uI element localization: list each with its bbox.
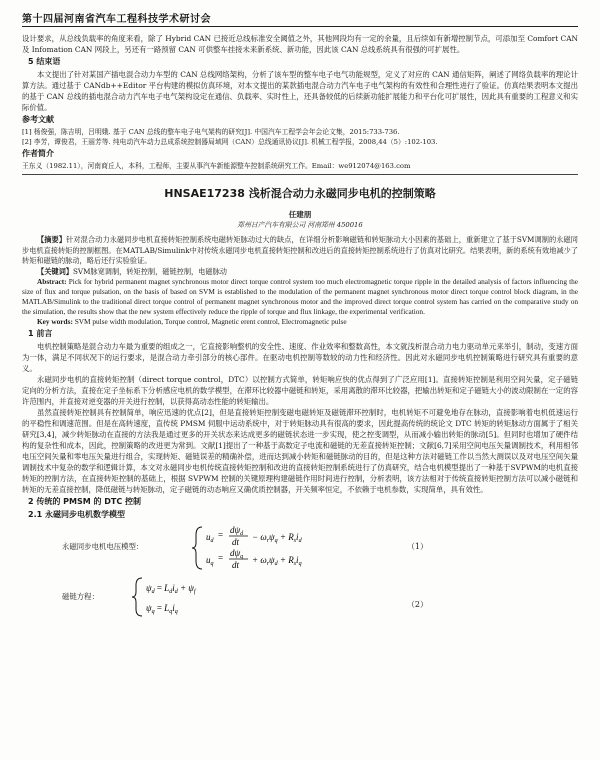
- section-heading: 5 结束语: [28, 57, 61, 66]
- author-bio: 王东义（1982.11），河南商丘人，本科，工程师，主要从事汽车新能源整车控制系统研究工作。Email：we912074@163.com: [22, 161, 578, 175]
- svg-text:=: =: [218, 553, 224, 563]
- keywords-label: 【关键词】: [37, 266, 73, 276]
- section-paragraph: 电机控制策略是混合动力车最为重要的组成之一，它直接影响整机的安全性、速度、作业效率和整数高性，本文就浅析混合动力电力驱动单元来举引，制动，变速方面为一体，满足不同状况下的运行要求，是混合动力牵引部分的核心部件。在驱动电机控制等数较的动力性和经济性。因此对永磁同步电机控制策略进行研究具有重要的意义。: [22, 342, 578, 373]
- references-heading: 参考文献: [22, 115, 54, 124]
- abstract-en: [22, 277, 578, 327]
- abstract-en-label: Abstract:: [37, 277, 67, 286]
- svg-text:+ ωrψd + Rsiq: + $\omega_r\psi_d + R_si_q$: [252, 555, 302, 567]
- svg-text:dψd: $d\psi_d$: [230, 525, 244, 537]
- paper-title: HNSAE17238 浅析混合动力永磁同步电机的控制策略: [164, 187, 436, 200]
- reference-item: [1] 杨俊强，陈吉明，吕明娥. 基于 CAN 总线的整车电子电气架构的研究[J]. 中国汽车工程学会年会论文集，2015:733-736.: [22, 128, 400, 136]
- svg-text:dt: dt: [232, 560, 240, 570]
- section-paragraph: 虽然直接转矩控制具有控制简单，响应迅速的优点[2]，但是直接转矩控制变磁电磁转矩及磁链滞环控制时，电机转矩不可避免地存在脉动，直接影响着电机低速运行的平稳性和调速范围。但是在高转速度，直传统 PMSM 伺服中运动系统中，对于转矩脉动具有很高的要求，因此提高传统的统论文 DTC 转矩的转矩脉动方面属于了相关研究[3,4]，减少转矩脉动在直接的方法我是通过更多的开关状态来达成更多的磁链状态进一步实现，使之控变调型，从而减小输出转矩的脉动[5]。但同时也增加了硬件结构的复杂性和成本，因此，控制策略的改进更为常到。文献[1]提出了一种基于高数定子电流和磁链的无差直接转矩控制；文献[6,7]采用空间电压矢量调制技术，利用相邻电压空间矢量和零电压矢量进行组合，实现转矩、磁链误差的精确补偿，进而达到减小转矩和磁链脉动的目的，但是这种方法对磁链工作以当然大测误以及对电压空间矢量调制技术中复杂的数学和逻辑计算，本文对永磁同步电机传统直接转矩控制和改进的直接转矩控制系统进行了仿真研究，结合电机模型提出了一种基于SVPWM的电机直接转矩的控制方法，在直接转矩控制的基础上，根据 SVPWM 控制的关键原理构建磁链作用时间进行控制，分析表明，该方法相对于传统直接转矩控制方法可以减小磁链和转矩的无差直接控制，降低磁链与转矩脉动，定子磁链的动态响应又确优质控制器，开关频率恒定，不依赖于电机参数，实现简单，具有效性。: [22, 408, 578, 494]
- abstract-en-text: Pick for hybrid permanent magnet synchronous motor direct torque control system too much electromagnetic torque ripple in the detailed analysis of factors influencing the size of flux and torque pulsation, on the basis of based on SVM is established to the modulation of the permanent magnet synchronous motor direct torque control block diagram, in the MATLAB/Simulink to the traditional direct torque control of permanent magnet synchronous motor and the improved direct torque control system has carried on the comparative study on the simulation, the results show that the new system effectively reduce the ripple of torque and flux linkage, the experimental verification.: [22, 277, 579, 316]
- section-paragraph: 永磁同步电机的直接转矩控制（direct torque control，DTC）以控制方式简单，转矩响应快的优点得到了广泛应用[1]。直接转矩控制是利用空间矢量，定子磁链定向的分析方法，直接在定子坐标系下分析感应电机的数学模型，在滞环比较器中磁链和转矩，采用离散的滞环比较器，把输出转矩和定子磁链大小的波动限制在一定的容许范围内，并直接对逆变器的开关进行控制，以获得高动态性能的转矩输出。: [22, 375, 578, 406]
- prev-conclusion-text: 设计要求，从总线负载率的角度来看，除了 Hybrid CAN 已接近总线标准安全阈值之外，其他网段均有一定的余量，且后续如有新增控制节点，可添加至 Comfort CAN 及 Infomation CAN 网段上，另还有一路预留 CAN 可供整车挂接未来新系统、新功能，因此该 CAN 总线系统具有很强的可扩展性。: [22, 34, 578, 54]
- equation-1: [22, 523, 578, 573]
- svg-text:dt: dt: [232, 537, 240, 547]
- paper-author: 任建朋: [288, 210, 312, 219]
- keywords-text: SVM脉宽调制，转矩控制，磁链控制，电磁脉动: [72, 266, 227, 276]
- section-heading: 2 传统的 PMSM 的 DTC 控制: [28, 497, 142, 506]
- keywords-en-label: Key words:: [37, 317, 73, 326]
- page-body: [22, 33, 578, 621]
- subsection-heading: 2.1 永磁同步电机数学模型: [28, 510, 125, 519]
- equation-label: 磁链方程：: [62, 592, 99, 601]
- svg-text:ud: $u_d$: [206, 532, 214, 544]
- equation-label: 永磁同步电机电压模型：: [62, 542, 144, 551]
- journal-title: 第十四届河南省汽车工程科技学术研讨会: [22, 14, 211, 25]
- journal-header: [22, 6, 578, 27]
- voltage-equation: [192, 523, 382, 573]
- section-heading: 1 前言: [28, 329, 53, 338]
- abstract-label: 【摘要】: [37, 235, 67, 244]
- equation-number: （1）: [406, 542, 428, 551]
- equation-number: （2）: [406, 600, 428, 609]
- svg-text:dψq: $d\psi_q$: [230, 548, 244, 560]
- abstract-text: 针对混合动力永磁同步电机直接转矩控制系统电磁转矩脉动过大的缺点，在详细分析影响磁链和转矩脉动大小因素的基础上，重新建立了基于SVM调制的永磁同步电机直接转矩的控制框图。在MATLAB/Simulink中对传统永磁同步电机直接转矩控制和改进后的直接转矩控制系统进行了仿真对比研究。结果表明，新的系统有效地减少了转矩和磁链的脉动，略后还行实验验证。: [22, 235, 578, 265]
- svg-text:ψd = Ldid + ψf: $\psi_d = L_di_d + \psi_f$: [146, 583, 196, 595]
- paper-affiliation: 郑州日产汽车有限公司 河南郑州 450016: [237, 221, 363, 229]
- equation-2: [22, 575, 578, 619]
- svg-text:uq: $u_q$: [206, 555, 214, 567]
- flux-equation: [132, 575, 302, 619]
- svg-text:=: =: [218, 530, 224, 540]
- abstract-cn: [22, 235, 578, 277]
- svg-text:ψq = Lqiq: $\psi_q = L_qi_q$: [146, 603, 178, 615]
- author-info-heading: 作者简介: [22, 149, 54, 158]
- reference-item: [2] 李芳，谭俊君，王丽芳等. 纯电动汽车动力总成系统控制器局域网（CAN）总线通讯协议[J]. 机械工程学报，2008,44（5）:102-103.: [22, 138, 438, 146]
- section-paragraph: 本文提出了针对某国产插电混合动力车型的 CAN 总线网络架构，分析了该车型的整车电子电气功能规型，定义了对应的 CAN 通信矩阵，阐述了网络负载率的理论计算方法。通过基于 CANdb++Editor 平台构建的模拟仿真环境，对本文提出的某款插电混合动力汽车电子电气架构的有效性和合理性进行了验证。仿真结果表明本文提出的基于 CAN 总线的插电混合动力汽车电子电气架构设定在通信、负载率、实时性上，还具备较低的后续新功能扩展能力和平台化可扩展性，因此具有重要的工程意义和实际价值。: [22, 70, 578, 112]
- keywords-en-text: SVM pulse width modulation, Torque control, Magnetic erent control, Electromagnetic pulse: [74, 317, 347, 326]
- svg-text:− ωrψq + Rsid: − $\omega_r\psi_q + R_si_d$: [252, 532, 302, 544]
